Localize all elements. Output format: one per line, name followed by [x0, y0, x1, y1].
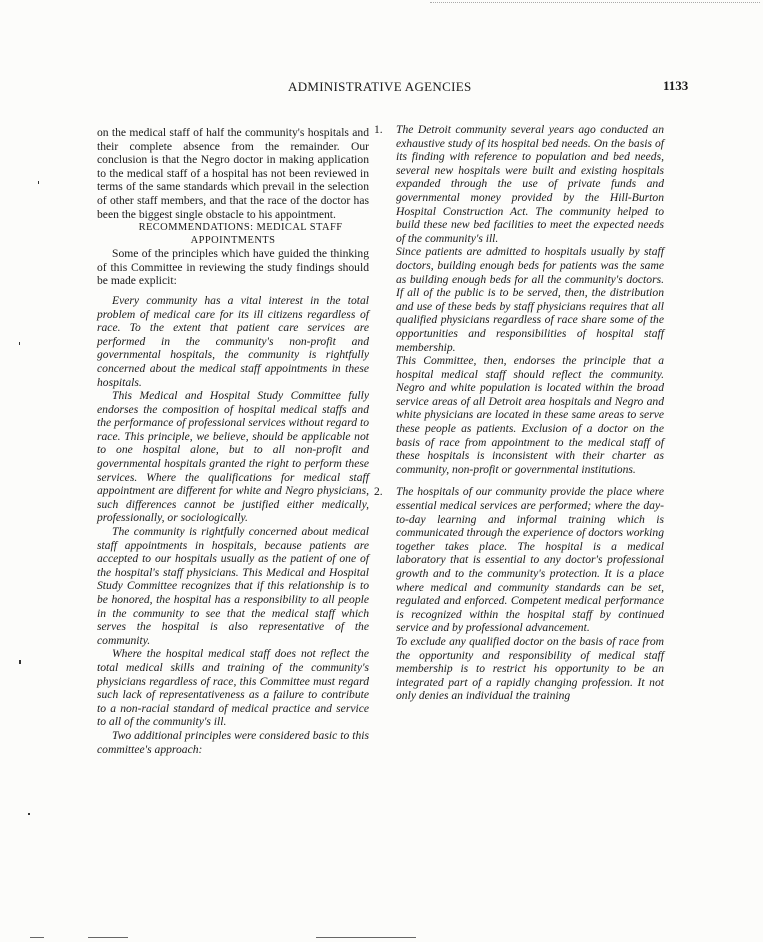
page-number: 1133 — [663, 78, 689, 93]
right-column — [374, 123, 664, 712]
principle-paragraph-1: Every community has a vital interest in the total problem of medical care for its ill citizens regardless of race. To the extent that patient care services are performed in the community's non-profit and governmental hospitals, the community is rightfully concerned about the medical staff appointments in these hospitals. — [97, 293, 369, 389]
item-number: 1. — [374, 123, 383, 136]
left-column — [97, 126, 369, 756]
scan-edge-dots — [430, 2, 760, 4]
item-paragraph: To exclude any qualified doctor on the basis of race from the opportunity and responsibility of medical staff membership is to restrict his opportunity to be an integrated part of a rapidly changing profession. It not only denies an individual the training — [396, 634, 664, 703]
footer-rule — [30, 937, 44, 938]
numbered-item — [374, 485, 664, 703]
principle-paragraph-5: Two additional principles were considered basic to this committee's approach: — [97, 728, 369, 756]
footer-rule — [88, 937, 128, 938]
numbered-item — [374, 123, 664, 476]
item-paragraph: The Detroit community several years ago conducted an exhaustive study of its hospital bed needs. On the basis of its finding with reference to population and bed needs, several new hospitals were built and existing hospitals expanded through the use of private funds and governmental money provided by the Hill-Burton Hospital Construction Act. The community helped to build these new bed facilities to meet the expected needs of the community's ill. — [396, 123, 664, 245]
intro-paragraph: on the medical staff of half the community's hospitals and their complete absence from the remainder. Our conclusion is that the Negro doctor in making application to the medical staff of a hospital has not been reviewed in terms of the same standards which prevail in the selection of other staff members, and that the race of the doctor has been the biggest single obstacle to his appointment. — [97, 126, 369, 221]
principle-paragraph-4: Where the hospital medical staff does not reflect the total medical skills and training of the community's physicians regardless of race, this Committee must regard such lack of representativeness as a failure to contribute to a non-racial standard of medical practice and service to all of the community's ill. — [97, 647, 369, 729]
scan-mark — [28, 813, 30, 815]
principles-intro: Some of the principles which have guided the thinking of this Committee in reviewing the study findings should be made explicit: — [97, 247, 369, 288]
item-paragraph: The hospitals of our community provide the place where essential medical services are performed; where the day-to-day learning and informal training which is communicated through the experience of doctors working together takes place. The hospital is a medical laboratory that is essential to any doctor's professional growth and to the community's protection. It is a place where medical and community standards can be set, regulated and enforced. Competent medical performance is recognized within the hospital staff by continued service and by professional advancement. — [396, 485, 664, 635]
principle-paragraph-2: This Medical and Hospital Study Committee fully endorses the composition of hospital medical staffs and the performance of professional services without regard to race. This principle, we believe, should be applicable not to one hospital alone, but to all non-profit and governmental hospitals granted the right to perform these services. Where the qualifications for medical staff appointment are different for white and Negro physicians, such differences cannot be justified either medically, professionally, or sociologically. — [97, 389, 369, 525]
principle-paragraph-3: The community is rightfully concerned about medical staff appointments in hospitals, because patients are accepted to our hospitals usually as the patient of one of the hospital's staff physicians. This Medical and Hospital Study Committee recognizes that if this relationship is to be honored, the hospital has a responsibility to all people in the community to see that the medical staff which serves the hospital is also representative of the community. — [97, 525, 369, 647]
running-header: ADMINISTRATIVE AGENCIES — [288, 79, 472, 94]
scan-mark — [19, 342, 20, 345]
footer-rule — [316, 937, 416, 938]
item-paragraph: This Committee, then, endorses the principle that a hospital medical staff should reflect the community. Negro and white population is located within the broad service areas of all Detroit area hospitals and Negro and white physicians are located in these same areas to serve these people as patients. Exclusion of a doctor on the basis of race from appointment to the medical staff of these hospitals is inconsistent with their charter as community, non-profit or governmental institutions. — [396, 354, 664, 476]
scan-mark — [19, 660, 21, 664]
item-number: 2. — [374, 485, 383, 499]
item-paragraph: Since patients are admitted to hospitals usually by staff doctors, building enough beds for patients was the same as building enough beds for all the community's doctors. If all of the public is to be served, then, the distribution and use of these beds by staff physicians requires that all qualified physicians regardless of race share some of the opportunities and responsibilities of hospital staff membership. — [396, 245, 664, 354]
scan-mark — [38, 181, 39, 184]
section-heading: RECOMMENDATIONS: MEDICAL STAFF APPOINTMENTS — [138, 222, 343, 247]
